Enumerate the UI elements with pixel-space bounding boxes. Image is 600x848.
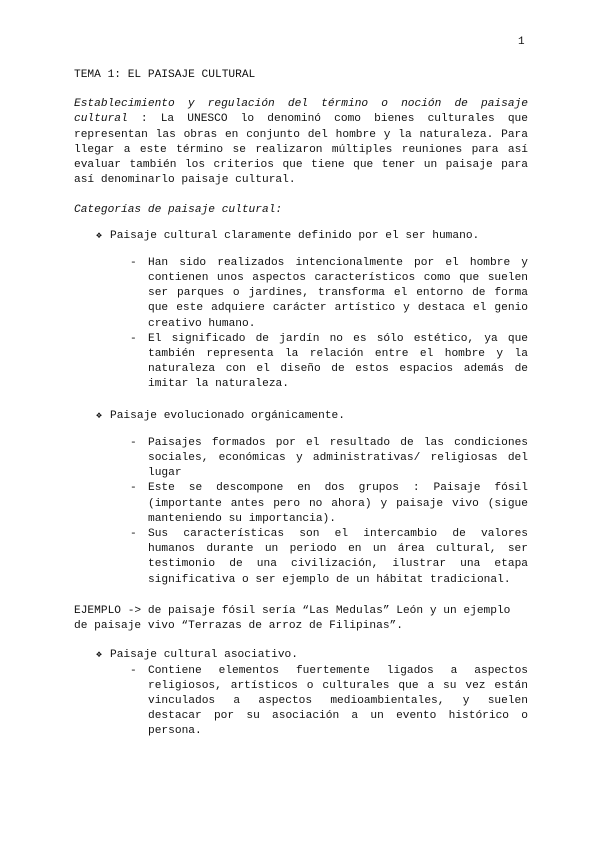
dash-bullet-icon: - <box>130 332 137 345</box>
category-bullet <box>96 648 528 663</box>
list-item: - Han sido realizados intencionalmente por el hombre y contienen unos aspectos característicos como que suelen ser parques o jardines, transforma el entorno de forma que este adquiere carácter artístico y destaca el genio creativo humano. <box>130 256 528 332</box>
document-body <box>74 68 528 756</box>
category-bullet <box>96 229 528 244</box>
diamond-bullet-icon: ❖ <box>96 650 103 662</box>
dash-bullet-icon: - <box>130 256 137 269</box>
category-bullet <box>96 409 528 424</box>
intro-paragraph <box>74 97 528 188</box>
example-paragraph: EJEMPLO -> de paisaje fósil sería “Las Medulas” León y un ejemplo de paisaje vivo “Terrazas de arroz de Filipinas”. <box>74 604 511 633</box>
categories-heading: Categorías de paisaje cultural: <box>74 204 283 217</box>
dash-bullet-icon: - <box>130 482 137 495</box>
document-title: TEMA 1: EL PAISAJE CULTURAL <box>74 69 256 81</box>
dash-bullet-icon: - <box>130 528 137 541</box>
list-item: - Paisajes formados por el resultado de las condiciones sociales, económicas y administrativas/ religiosas del lugar <box>130 436 528 482</box>
category-label: Paisaje evolucionado orgánicamente. <box>110 409 345 422</box>
dash-bullet-icon: - <box>130 436 137 449</box>
list-item: - Sus características son el intercambio de valores humanos durante un periodo en un área cultural, ser testimonio de una civilización, ilustrar una etapa significativa o ser ejemplo de un hábitat tradicional. <box>130 527 528 588</box>
intro-text: : La UNESCO lo denominó como bienes culturales que representan las obras en conjunto del hombre y la naturaleza. Para llegar a este término se realizaron múltiples reuniones para así evaluar también los criterios que tiene que tener un paisaje para así denominarlo paisaje cultural. <box>74 113 528 187</box>
dash-bullet-icon: - <box>130 664 137 677</box>
category-points <box>130 664 528 740</box>
intro-italic: Establecimiento y regulación del término o noción de paisaje cultural <box>74 98 528 126</box>
category-label: Paisaje cultural asociativo. <box>110 649 298 662</box>
list-item: - El significado de jardín no es sólo estético, ya que también representa la relación entre el hombre y la naturaleza con el diseño de estos espacios además de imitar la naturaleza. <box>130 332 528 393</box>
diamond-bullet-icon: ❖ <box>96 230 103 242</box>
category-points <box>130 436 528 588</box>
list-item: - Este se descompone en dos grupos : Paisaje fósil (importante antes pero no ahora) y paisaje vivo (sigue manteniendo su importancia). <box>130 481 528 527</box>
category-label: Paisaje cultural claramente definido por el ser humano. <box>110 229 480 242</box>
diamond-bullet-icon: ❖ <box>96 410 103 422</box>
list-item: - Contiene elementos fuertemente ligados a aspectos religiosos, artísticos o culturales que a su vez están vinculados a aspectos medioambientales, y suelen destacar por su asociación a un evento histórico o persona. <box>130 664 528 740</box>
page-number: 1 <box>518 36 525 48</box>
category-points <box>130 256 528 393</box>
